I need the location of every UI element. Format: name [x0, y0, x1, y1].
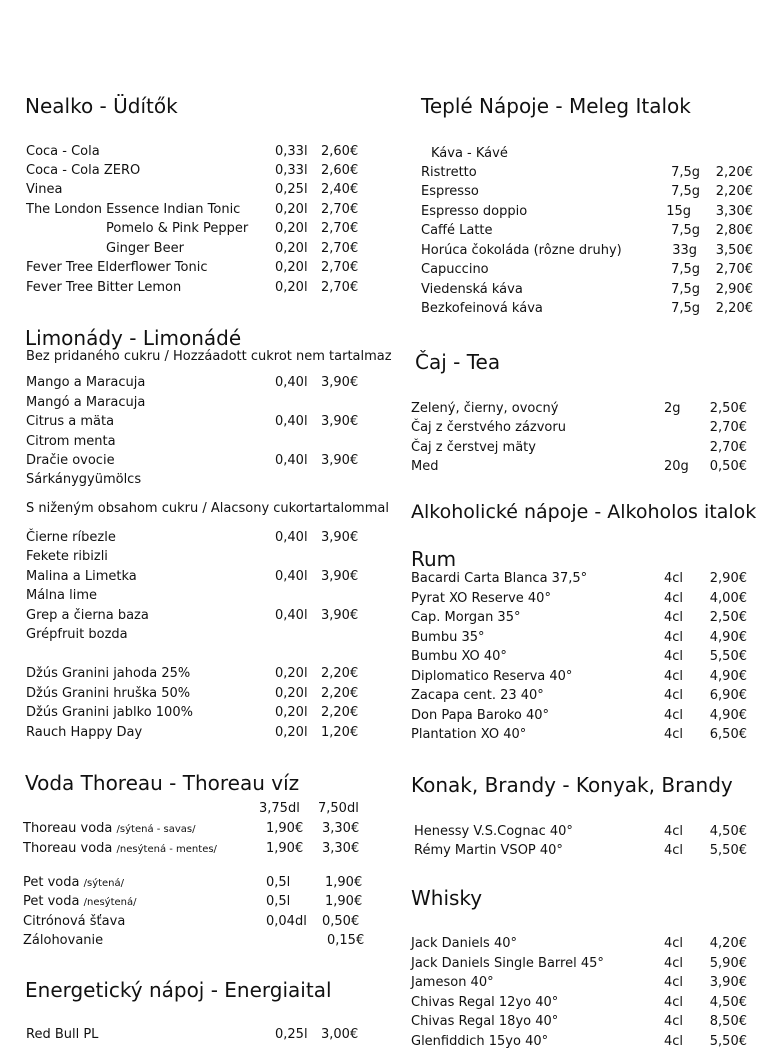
item-name: Grep a čierna baza [26, 608, 149, 623]
item-volume: 0,20l [275, 280, 308, 295]
item-name: Espresso [421, 184, 479, 199]
item-price: 3,90€ [321, 569, 359, 584]
item-amount: 7,5g [671, 223, 700, 238]
item-name: Jameson 40° [411, 975, 494, 990]
item-name-hu: Fekete ribizli [26, 549, 108, 564]
item-price: 6,90€ [709, 688, 747, 703]
item-amount: 4cl [664, 843, 684, 858]
item-name: Bumbu 35° [411, 630, 485, 645]
item-name: Viedenská káva [421, 282, 523, 297]
item-volume: 0,25l [275, 1027, 308, 1042]
item-price: 4,50€ [709, 995, 747, 1010]
item-price: 2,80€ [715, 223, 753, 238]
item-volume: 0,33l [275, 144, 308, 159]
item-name: Zacapa cent. 23 40° [411, 688, 544, 703]
item-name: Bumbu XO 40° [411, 649, 507, 664]
item-price: 3,90€ [321, 375, 359, 390]
item-amount: 4cl [664, 975, 684, 990]
item-name: Čaj z čerstvej mäty [411, 440, 536, 455]
item-volume: 0,20l [275, 221, 308, 236]
item-amount: 4cl [664, 669, 684, 684]
item-amount: 15g [666, 204, 691, 219]
item-note: /nesýtená/ [83, 897, 137, 908]
item-name: Bezkofeinová káva [421, 301, 543, 316]
item-price: 8,50€ [709, 1014, 747, 1029]
item-price: 1,90€ [266, 841, 304, 856]
item-volume: 0,40l [275, 530, 308, 545]
item-amount: 7,5g [671, 165, 700, 180]
item-amount: 4cl [664, 824, 684, 839]
item-price: 3,90€ [321, 608, 359, 623]
subsection-title: Whisky [411, 886, 483, 910]
item-name: Džús Granini hruška 50% [26, 686, 191, 701]
item-name: Chivas Regal 12yo 40° [411, 995, 559, 1010]
item-name: Vinea [26, 182, 63, 197]
item-price: 0,50€ [322, 914, 360, 929]
item-name: Čierne ríbezle [26, 530, 116, 545]
item-volume: 0,04dl [266, 914, 307, 929]
item-price: 1,90€ [325, 894, 363, 909]
item-name: Don Papa Baroko 40° [411, 708, 549, 723]
item-price: 0,15€ [327, 933, 365, 948]
item-price: 2,70€ [321, 280, 359, 295]
item-amount: 2g [664, 401, 681, 416]
item-price: 2,60€ [321, 144, 359, 159]
item-name: Henessy V.S.Cognac 40° [414, 824, 573, 839]
item-name: Plantation XO 40° [411, 727, 527, 742]
item-volume: 0,40l [275, 414, 308, 429]
item-note: /sýtená/ [83, 878, 125, 889]
item-name: Med [411, 459, 439, 474]
item-price: 2,50€ [709, 401, 747, 416]
item-name: Ristretto [421, 165, 477, 180]
section-title: Teplé Nápoje - Meleg Italok [421, 94, 691, 118]
item-price: 1,20€ [321, 725, 359, 740]
item-name: Citrus a mäta [26, 414, 115, 429]
item-name: Zálohovanie [23, 933, 104, 948]
item-note: /sýtená - savas/ [116, 824, 196, 835]
item-amount: 4cl [664, 610, 684, 625]
item-name: Thoreau voda /sýtená - savas/ [23, 821, 196, 836]
item-name-hu: Mangó a Maracuja [26, 395, 146, 410]
item-price: 2,40€ [321, 182, 359, 197]
section-subtitle: Bez pridaného cukru / Hozzáadott cukrot nem tartalmaz [26, 349, 392, 364]
item-name: Red Bull PL [26, 1027, 99, 1042]
item-price: 2,70€ [715, 262, 753, 277]
item-name-hu: Citrom menta [26, 434, 116, 449]
item-volume: 0,20l [275, 705, 308, 720]
section-subtitle: Káva - Kávé [431, 146, 508, 161]
item-name: Rauch Happy Day [26, 725, 143, 740]
item-volume: 0,33l [275, 163, 308, 178]
item-price: 2,70€ [321, 241, 359, 256]
item-amount: 4cl [664, 591, 684, 606]
item-name-hu: Málna lime [26, 588, 98, 603]
item-name: Cap. Morgan 35° [411, 610, 521, 625]
item-volume: 0,20l [275, 202, 308, 217]
item-price: 4,20€ [709, 936, 747, 951]
item-price: 2,70€ [321, 202, 359, 217]
item-name: Pet voda /sýtená/ [23, 875, 125, 890]
item-price: 2,20€ [321, 666, 359, 681]
item-volume: 0,40l [275, 608, 308, 623]
section-title: Čaj - Tea [415, 350, 501, 374]
item-volume: 0,5l [266, 875, 291, 890]
item-note: /nesýtená - mentes/ [116, 844, 217, 855]
item-amount: 7,5g [671, 282, 700, 297]
item-volume: 0,5l [266, 894, 291, 909]
item-price: 5,50€ [709, 649, 747, 664]
section-subtitle: S niženým obsahom cukru / Alacsony cukortartalommal [26, 501, 389, 516]
item-name: Rémy Martin VSOP 40° [414, 843, 563, 858]
item-price: 2,70€ [709, 440, 747, 455]
item-price: 3,90€ [321, 414, 359, 429]
item-name: Glenfiddich 15yo 40° [411, 1034, 549, 1049]
column-header: 7,50dl [318, 801, 359, 816]
item-name: Pet voda /nesýtená/ [23, 894, 137, 909]
item-name: The London Essence Indian Tonic [26, 202, 241, 217]
item-price: 4,00€ [709, 591, 747, 606]
item-price: 2,20€ [715, 184, 753, 199]
item-name: Coca - Cola [26, 144, 100, 159]
item-price: 3,50€ [715, 243, 753, 258]
item-volume: 0,40l [275, 375, 308, 390]
item-amount: 4cl [664, 649, 684, 664]
subsection-title: Rum [411, 547, 457, 571]
item-amount: 4cl [664, 630, 684, 645]
item-price: 2,90€ [715, 282, 753, 297]
item-price: 3,30€ [715, 204, 753, 219]
item-price: 3,30€ [322, 821, 360, 836]
item-name: Horúca čokoláda (rôzne druhy) [421, 243, 622, 258]
item-price: 4,90€ [709, 669, 747, 684]
item-price: 4,90€ [709, 630, 747, 645]
item-price: 2,20€ [715, 165, 753, 180]
item-volume: 0,20l [275, 725, 308, 740]
item-price: 6,50€ [709, 727, 747, 742]
item-name: Mango a Maracuja [26, 375, 146, 390]
item-name: Capuccino [421, 262, 489, 277]
item-name: Bacardi Carta Blanca 37,5° [411, 571, 588, 586]
section-title: Limonády - Limonádé [25, 326, 242, 350]
item-amount: 7,5g [671, 262, 700, 277]
item-price: 5,90€ [709, 956, 747, 971]
item-amount: 4cl [664, 688, 684, 703]
item-name-hu: Sárkánygyümölcs [26, 472, 142, 487]
item-volume: 0,25l [275, 182, 308, 197]
item-price: 2,50€ [709, 610, 747, 625]
item-name: Fever Tree Elderflower Tonic [26, 260, 208, 275]
item-name: Coca - Cola ZERO [26, 163, 141, 178]
item-name: Espresso doppio [421, 204, 528, 219]
item-name: Diplomatico Reserva 40° [411, 669, 573, 684]
subsection-title: Konak, Brandy - Konyak, Brandy [411, 773, 733, 797]
item-name: Pomelo & Pink Pepper [106, 221, 249, 236]
item-amount: 4cl [664, 956, 684, 971]
column-header: 3,75dl [259, 801, 300, 816]
item-price: 2,70€ [321, 260, 359, 275]
item-price: 2,70€ [709, 420, 747, 435]
item-price: 2,20€ [715, 301, 753, 316]
item-name: Citrónová šťava [23, 914, 126, 929]
item-name-hu: Grépfruit bozda [26, 627, 128, 642]
item-name: Džús Granini jahoda 25% [26, 666, 191, 681]
item-price: 3,90€ [321, 453, 359, 468]
item-amount: 4cl [664, 571, 684, 586]
item-name: Dračie ovocie [26, 453, 115, 468]
item-name: Jack Daniels Single Barrel 45° [411, 956, 604, 971]
item-name: Fever Tree Bitter Lemon [26, 280, 182, 295]
item-amount: 4cl [664, 727, 684, 742]
item-price: 0,50€ [709, 459, 747, 474]
item-name: Jack Daniels 40° [411, 936, 517, 951]
item-name: Džús Granini jablko 100% [26, 705, 193, 720]
item-amount: 4cl [664, 995, 684, 1010]
item-name: Chivas Regal 18yo 40° [411, 1014, 559, 1029]
item-price: 3,00€ [321, 1027, 359, 1042]
item-amount: 4cl [664, 936, 684, 951]
item-volume: 0,20l [275, 666, 308, 681]
item-name: Caffé Latte [421, 223, 493, 238]
item-price: 5,50€ [709, 843, 747, 858]
section-title: Voda Thoreau - Thoreau víz [25, 771, 300, 795]
item-volume: 0,40l [275, 453, 308, 468]
item-price: 4,90€ [709, 708, 747, 723]
item-amount: 20g [664, 459, 689, 474]
item-name: Malina a Limetka [26, 569, 137, 584]
item-name: Zelený, čierny, ovocný [411, 401, 559, 416]
item-price: 2,60€ [321, 163, 359, 178]
item-price: 3,30€ [322, 841, 360, 856]
item-volume: 0,20l [275, 686, 308, 701]
item-name: Čaj z čerstvého zázvoru [411, 420, 566, 435]
item-amount: 4cl [664, 1014, 684, 1029]
item-volume: 0,20l [275, 241, 308, 256]
item-volume: 0,20l [275, 260, 308, 275]
item-price: 2,20€ [321, 705, 359, 720]
item-price: 2,90€ [709, 571, 747, 586]
item-name: Thoreau voda /nesýtená - mentes/ [23, 841, 217, 856]
section-title: Nealko - Üdítők [25, 94, 178, 118]
item-amount: 7,5g [671, 301, 700, 316]
item-price: 5,50€ [709, 1034, 747, 1049]
section-title: Energetický nápoj - Energiaital [25, 978, 332, 1002]
item-amount: 7,5g [671, 184, 700, 199]
item-amount: 4cl [664, 708, 684, 723]
item-amount: 4cl [664, 1034, 684, 1049]
item-price: 2,20€ [321, 686, 359, 701]
item-amount: 33g [672, 243, 697, 258]
section-title: Alkoholické nápoje - Alkoholos italok [411, 501, 757, 523]
item-name: Pyrat XO Reserve 40° [411, 591, 551, 606]
item-price: 3,90€ [709, 975, 747, 990]
item-price: 1,90€ [325, 875, 363, 890]
item-name: Ginger Beer [106, 241, 184, 256]
item-volume: 0,40l [275, 569, 308, 584]
item-price: 1,90€ [266, 821, 304, 836]
item-price: 4,50€ [709, 824, 747, 839]
item-price: 2,70€ [321, 221, 359, 236]
item-price: 3,90€ [321, 530, 359, 545]
